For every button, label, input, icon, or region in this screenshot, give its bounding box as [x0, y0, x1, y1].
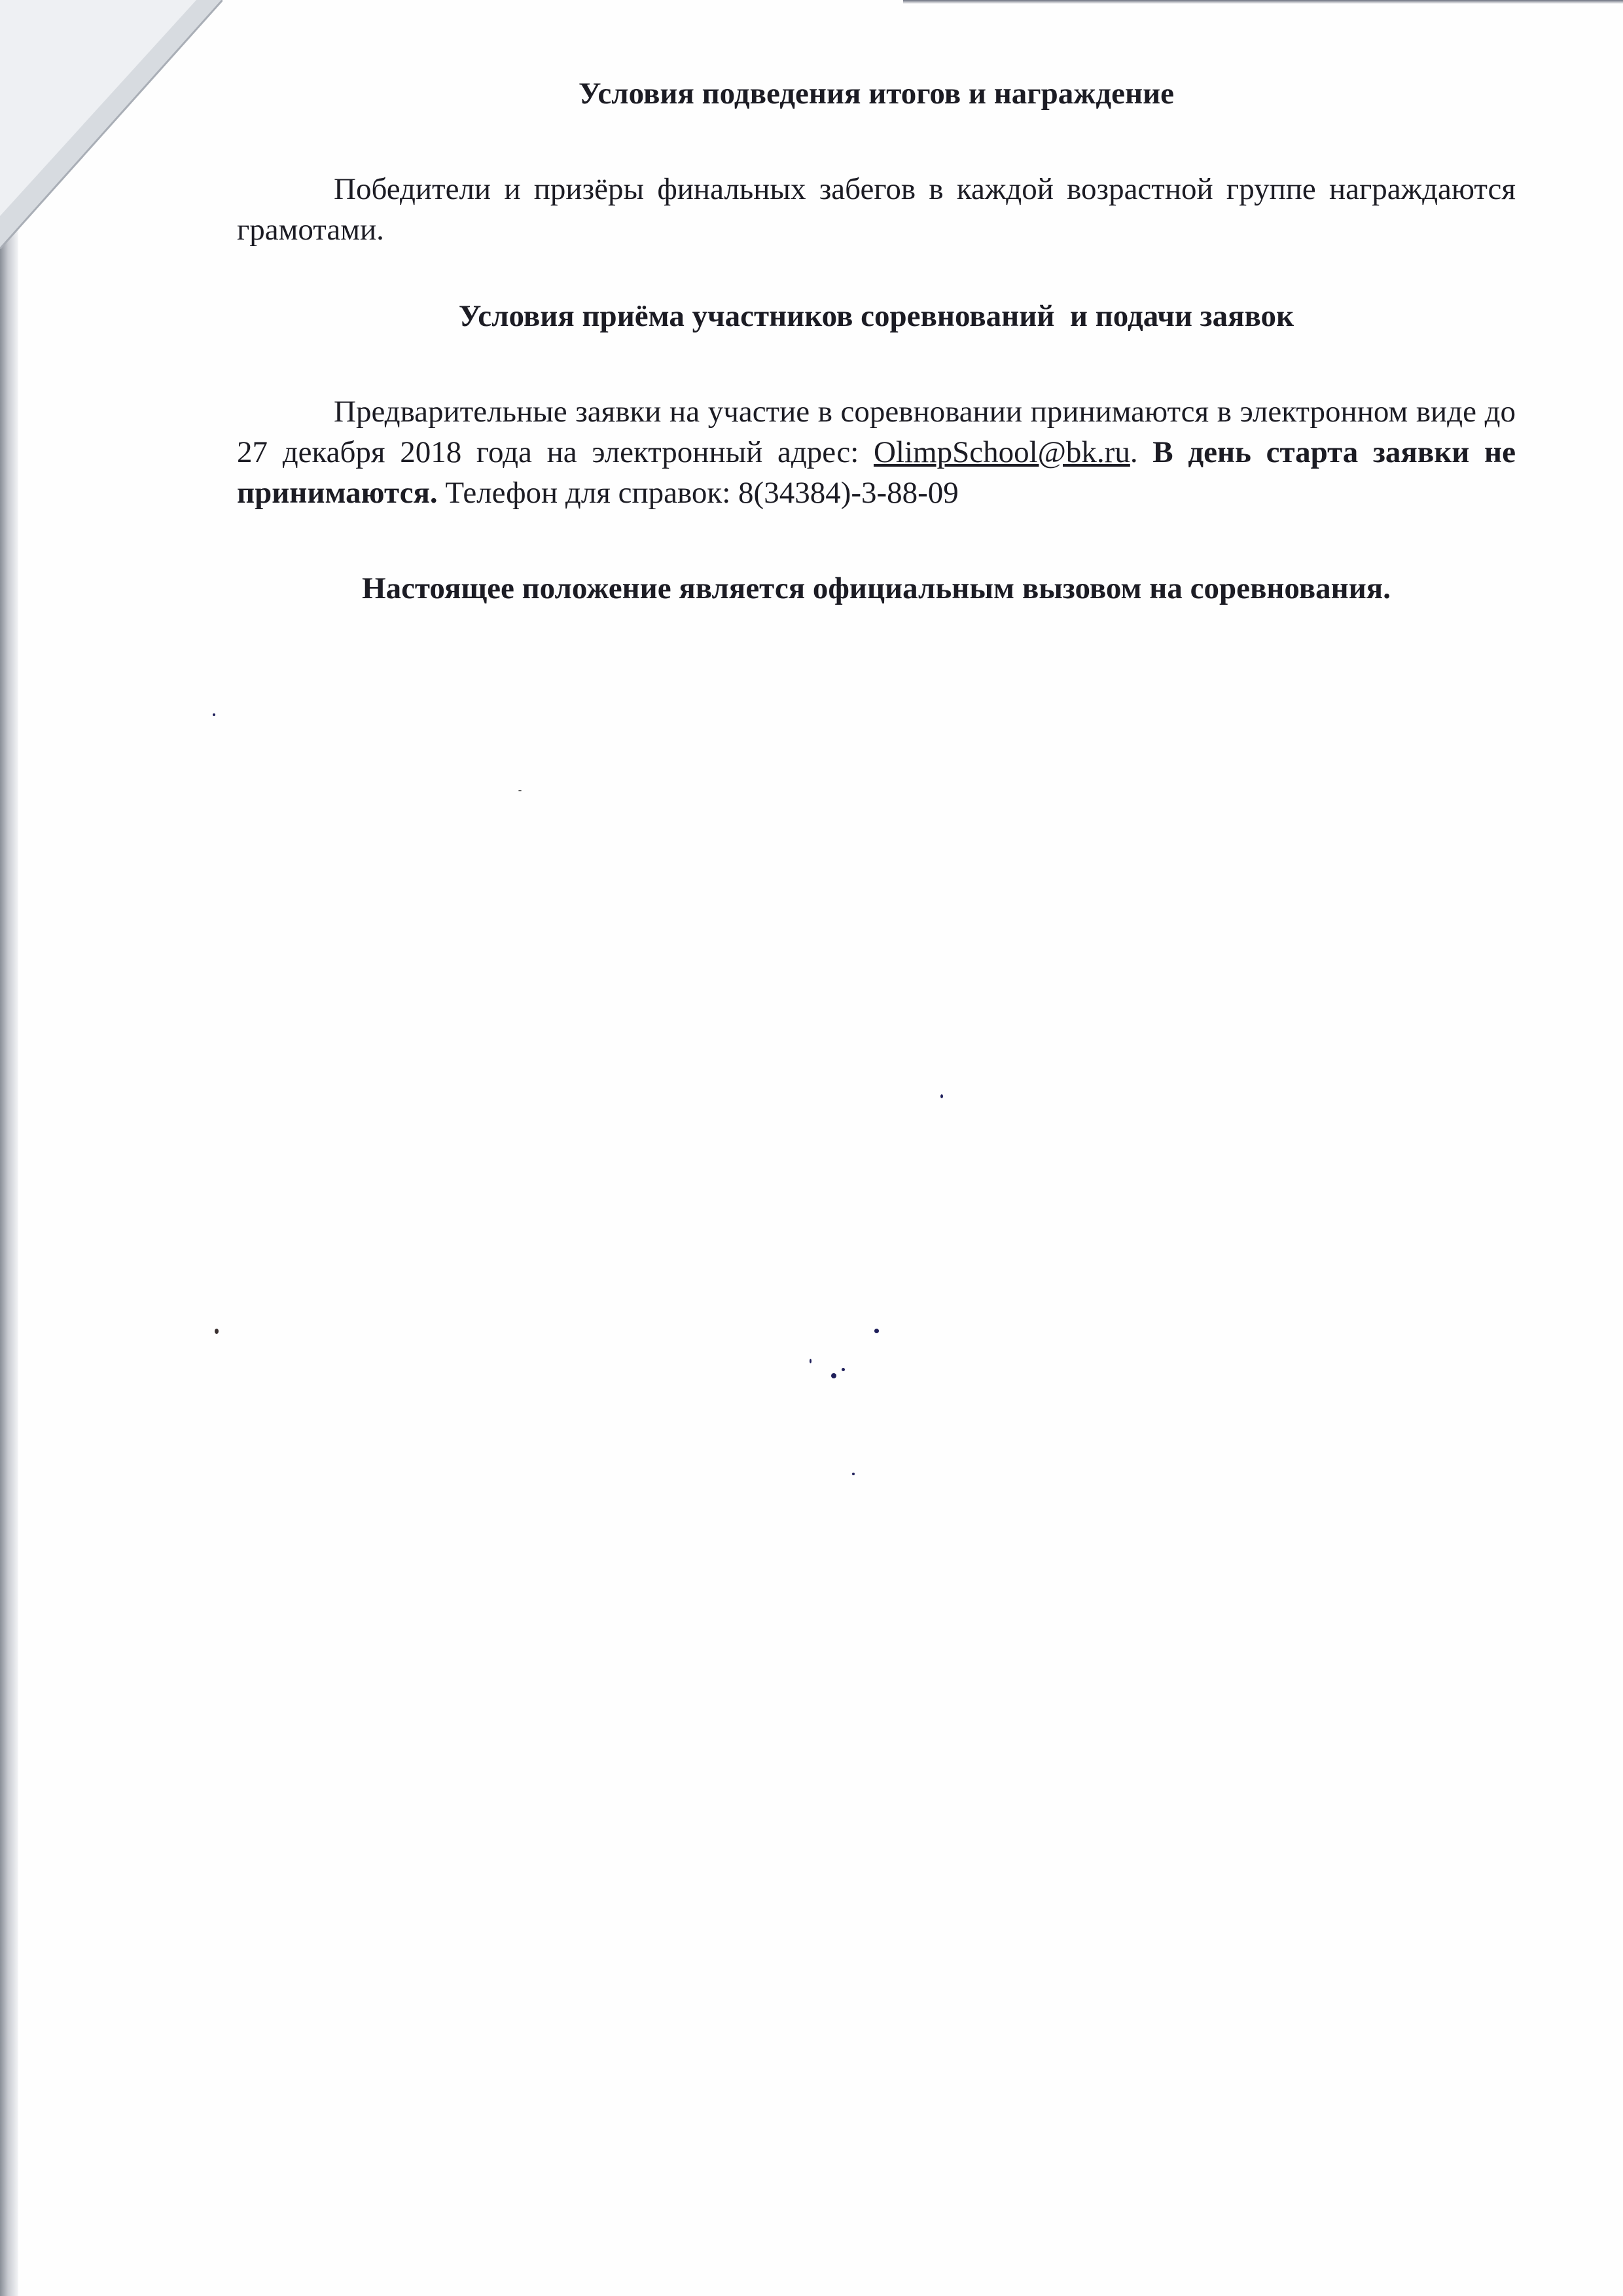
email-period: .: [1130, 435, 1153, 469]
applications-heading: Условия приёма участников соревнований и подачи заявок: [458, 299, 1294, 333]
applications-paragraph: [237, 391, 1516, 513]
scan-top-edge: [903, 0, 1623, 4]
scan-left-edge: [0, 0, 18, 2296]
email-link[interactable]: OlimpSchool@bk.ru: [873, 435, 1130, 469]
scan-speck: [940, 1094, 943, 1098]
no-same-day-notice: В день старта заявки не принимаются.: [237, 435, 1516, 510]
scan-speck: [810, 1359, 812, 1363]
scan-speck: [213, 713, 215, 716]
phone-info: Телефон для справок: 8(34384)-3-88-09: [437, 476, 959, 510]
folded-corner: [0, 0, 223, 249]
scan-speck: [831, 1373, 836, 1378]
scan-speck: [215, 1329, 219, 1334]
scan-speck: [852, 1473, 855, 1475]
official-call-statement: Настоящее положение является официальным вызовом на соревнования.: [362, 571, 1391, 605]
document-body: [237, 73, 1516, 609]
awards-paragraph: Победители и призёры финальных забегов в каждой возрастной группе награждаются грамотами.: [237, 172, 1516, 247]
awards-heading: Условия подведения итогов и награждение: [578, 77, 1175, 111]
scan-speck: [518, 790, 522, 791]
scan-speck: [842, 1368, 845, 1371]
scan-speck: [874, 1329, 879, 1333]
applications-text-start: Предварительные заявки на участие в соревновании принимаются в электронном виде до 27 декабря 2018 года на электронный адрес:: [237, 395, 1516, 469]
